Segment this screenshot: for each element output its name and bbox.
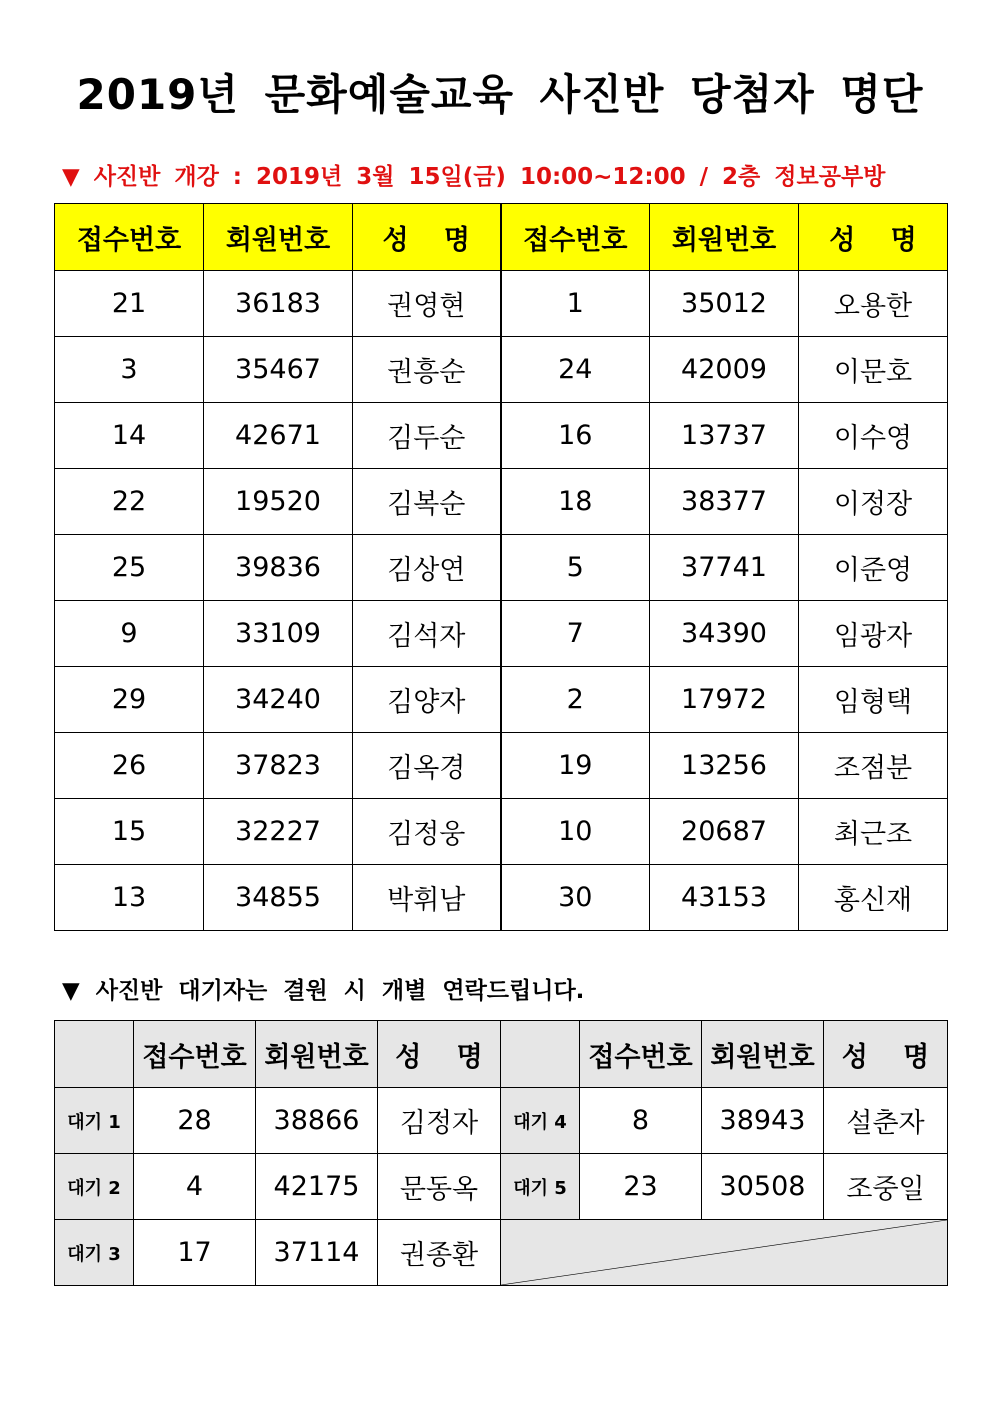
receipt-no: 3	[55, 337, 204, 403]
member-name: 김두순	[353, 403, 501, 469]
header-name: 성 명	[353, 204, 501, 271]
header-receipt-no: 접수번호	[134, 1021, 256, 1088]
receipt-no: 4	[134, 1154, 256, 1220]
member-no: 32227	[204, 799, 353, 865]
member-no: 37114	[256, 1220, 378, 1286]
waitlist-label: 대기 4	[501, 1088, 580, 1154]
receipt-no: 29	[55, 667, 204, 733]
member-no: 13737	[650, 403, 799, 469]
member-name: 조점분	[799, 733, 948, 799]
receipt-no: 5	[501, 535, 650, 601]
header-name: 성 명	[824, 1021, 948, 1088]
member-name: 권종환	[378, 1220, 501, 1286]
header-receipt-no: 접수번호	[501, 204, 650, 271]
waitlist-label: 대기 5	[501, 1154, 580, 1220]
table-row	[55, 865, 948, 931]
member-no: 42009	[650, 337, 799, 403]
member-name: 오용한	[799, 271, 948, 337]
member-name: 이수영	[799, 403, 948, 469]
receipt-no: 22	[55, 469, 204, 535]
member-no: 37823	[204, 733, 353, 799]
member-no: 19520	[204, 469, 353, 535]
member-no: 35012	[650, 271, 799, 337]
waitlist-header-row	[55, 1021, 948, 1088]
member-name: 김정웅	[353, 799, 501, 865]
receipt-no: 13	[55, 865, 204, 931]
member-no: 38866	[256, 1088, 378, 1154]
member-no: 13256	[650, 733, 799, 799]
member-name: 김정자	[378, 1088, 501, 1154]
waitlist-label: 대기 1	[55, 1088, 134, 1154]
header-name: 성 명	[799, 204, 948, 271]
header-blank	[501, 1021, 580, 1088]
member-name: 문동옥	[378, 1154, 501, 1220]
table-row	[55, 271, 948, 337]
member-no: 39836	[204, 535, 353, 601]
receipt-no: 23	[580, 1154, 702, 1220]
header-receipt-no: 접수번호	[580, 1021, 702, 1088]
table-row	[55, 535, 948, 601]
table-row	[55, 337, 948, 403]
winners-header-row	[55, 204, 948, 271]
member-name: 임광자	[799, 601, 948, 667]
waitlist-label: 대기 3	[55, 1220, 134, 1286]
member-name: 조중일	[824, 1154, 948, 1220]
member-name: 김석자	[353, 601, 501, 667]
empty-cell	[501, 1220, 948, 1286]
table-row	[55, 1154, 948, 1220]
receipt-no: 24	[501, 337, 650, 403]
receipt-no: 8	[580, 1088, 702, 1154]
member-no: 34390	[650, 601, 799, 667]
receipt-no: 17	[134, 1220, 256, 1286]
member-no: 17972	[650, 667, 799, 733]
waitlist-table	[54, 1020, 948, 1286]
member-no: 34240	[204, 667, 353, 733]
member-no: 34855	[204, 865, 353, 931]
header-member-no: 회원번호	[204, 204, 353, 271]
member-name: 임형택	[799, 667, 948, 733]
table-row	[55, 799, 948, 865]
receipt-no: 15	[55, 799, 204, 865]
member-name: 이문호	[799, 337, 948, 403]
member-no: 42671	[204, 403, 353, 469]
member-name: 홍신재	[799, 865, 948, 931]
waitlist-label: 대기 2	[55, 1154, 134, 1220]
page-title: 2019년 문화예술교육 사진반 당첨자 명단	[76, 70, 924, 119]
member-name: 김복순	[353, 469, 501, 535]
table-row	[55, 1088, 948, 1154]
member-name: 설춘자	[824, 1088, 948, 1154]
header-blank	[55, 1021, 134, 1088]
member-name: 이준영	[799, 535, 948, 601]
member-name: 이정장	[799, 469, 948, 535]
receipt-no: 1	[501, 271, 650, 337]
table-row	[55, 667, 948, 733]
diagonal-slash-line	[501, 1220, 947, 1285]
member-no: 37741	[650, 535, 799, 601]
member-no: 20687	[650, 799, 799, 865]
member-no: 42175	[256, 1154, 378, 1220]
receipt-no: 9	[55, 601, 204, 667]
table-row	[55, 601, 948, 667]
header-name: 성 명	[378, 1021, 501, 1088]
member-no: 38943	[702, 1088, 824, 1154]
member-no: 30508	[702, 1154, 824, 1220]
member-name: 권영현	[353, 271, 501, 337]
table-row	[55, 733, 948, 799]
receipt-no: 18	[501, 469, 650, 535]
waitlist-notice: ▼ 사진반 대기자는 결원 시 개별 연락드립니다.	[62, 978, 585, 1004]
member-name: 박휘남	[353, 865, 501, 931]
member-no: 33109	[204, 601, 353, 667]
table-row	[55, 1220, 948, 1286]
member-name: 권흥순	[353, 337, 501, 403]
member-no: 43153	[650, 865, 799, 931]
receipt-no: 16	[501, 403, 650, 469]
receipt-no: 14	[55, 403, 204, 469]
member-no: 36183	[204, 271, 353, 337]
receipt-no: 19	[501, 733, 650, 799]
member-no: 35467	[204, 337, 353, 403]
receipt-no: 28	[134, 1088, 256, 1154]
member-name: 최근조	[799, 799, 948, 865]
receipt-no: 26	[55, 733, 204, 799]
member-no: 38377	[650, 469, 799, 535]
receipt-no: 10	[501, 799, 650, 865]
header-member-no: 회원번호	[256, 1021, 378, 1088]
receipt-no: 30	[501, 865, 650, 931]
header-receipt-no: 접수번호	[55, 204, 204, 271]
winners-table	[54, 203, 948, 931]
header-member-no: 회원번호	[702, 1021, 824, 1088]
class-schedule-notice: ▼ 사진반 개강 : 2019년 3월 15일(금) 10:00~12:00 / 2층 정보공부방	[62, 164, 886, 190]
member-name: 김옥경	[353, 733, 501, 799]
receipt-no: 21	[55, 271, 204, 337]
receipt-no: 7	[501, 601, 650, 667]
member-name: 김양자	[353, 667, 501, 733]
receipt-no: 25	[55, 535, 204, 601]
member-name: 김상연	[353, 535, 501, 601]
table-row	[55, 403, 948, 469]
receipt-no: 2	[501, 667, 650, 733]
table-row	[55, 469, 948, 535]
header-member-no: 회원번호	[650, 204, 799, 271]
